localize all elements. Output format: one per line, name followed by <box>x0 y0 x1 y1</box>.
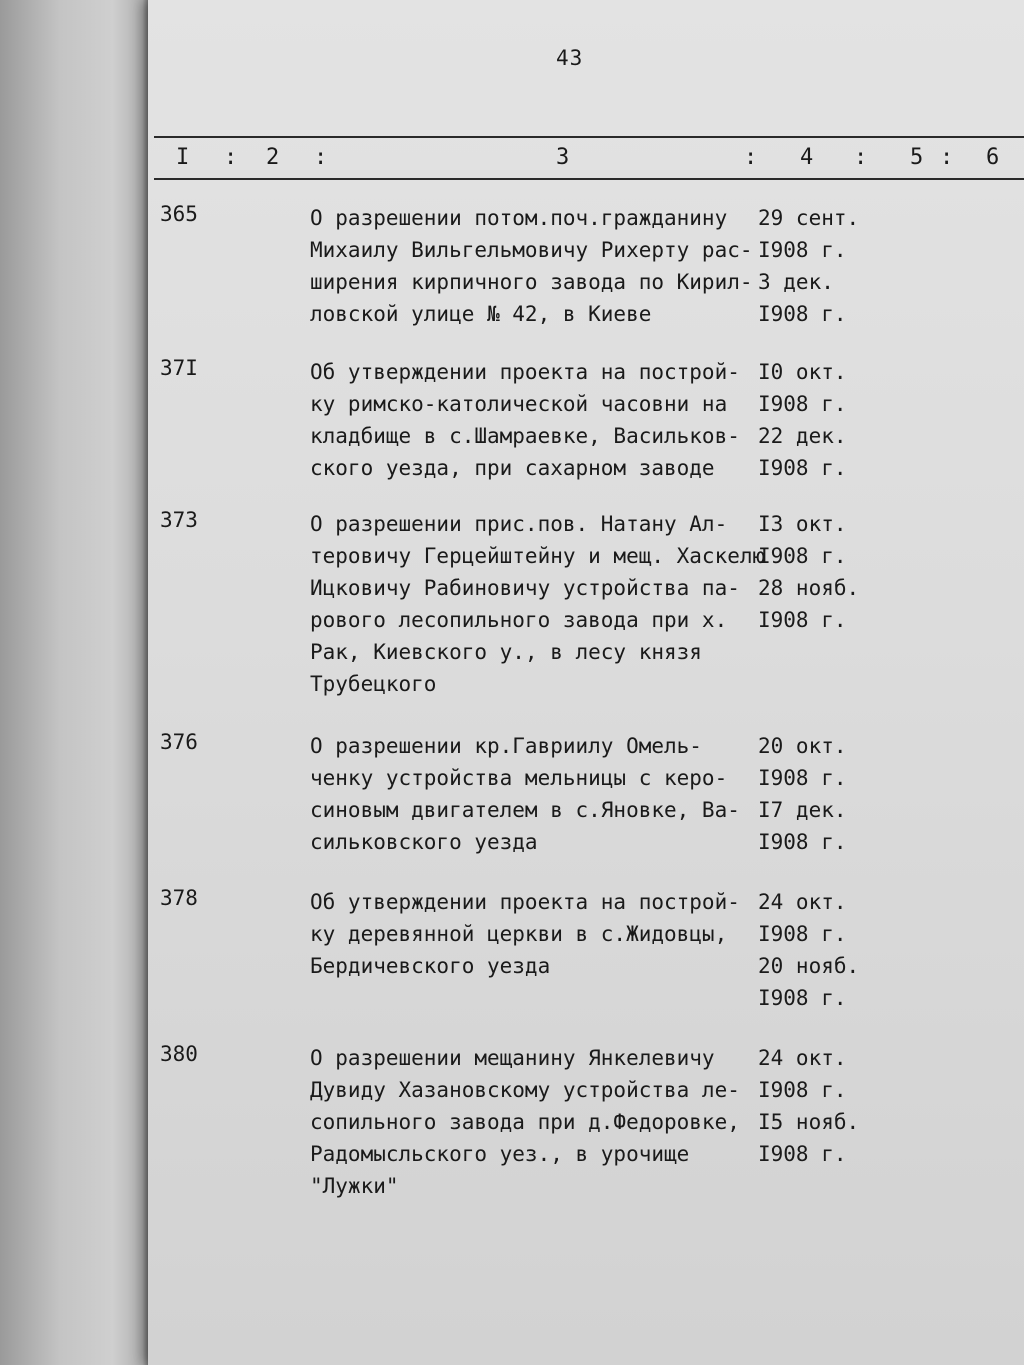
entry-dates: I3 окт. I908 г. 28 нояб. I908 г. <box>758 512 860 632</box>
column-header-separator: : <box>224 145 238 170</box>
column-header-2: 2 <box>266 145 280 170</box>
entry-description: О разрешении мещанину Янкелевичу Дувиду Хазановскому устройства ле- сопильного завода при д.Федоровке, Радомысльского уез., в урочище "Лужки" <box>310 1046 740 1198</box>
entry-dates: 29 сент. I908 г. 3 дек. I908 г. <box>758 206 860 326</box>
page-number: 43 <box>556 46 584 70</box>
column-header-separator: : <box>744 145 758 170</box>
previous-page-edge <box>0 0 150 1365</box>
entry-dates: 24 окт. I908 г. 20 нояб. I908 г. <box>758 890 860 1010</box>
column-header-separator: : <box>940 145 954 170</box>
entry-number: 376 <box>160 730 198 754</box>
column-header-separator: : <box>314 145 328 170</box>
column-header-6: 6 <box>986 145 1000 170</box>
entry-number: 373 <box>160 508 198 532</box>
document-page <box>148 0 1024 1365</box>
column-header-3: 3 <box>556 145 570 170</box>
column-header-1: I <box>176 145 190 170</box>
entry-number: 37I <box>160 356 198 380</box>
column-header-separator: : <box>854 145 868 170</box>
entry-dates: 24 окт. I908 г. I5 нояб. I908 г. <box>758 1046 860 1166</box>
entry-number: 365 <box>160 202 198 226</box>
entry-description: О разрешении кр.Гавриилу Омель- ченку устройства мельницы с керо- синовым двигателем в с.Яновке, Ва- сильковского уезда <box>310 734 740 854</box>
entry-description: О разрешении прис.пов. Натану Ал- теровичу Герцейштейну и мещ. Хаскелю Ицковичу Рабиновичу устройства па- рового лесопильного завода при х. Рак, Киевского у., в лесу князя Трубецкого <box>310 512 766 696</box>
entry-number: 380 <box>160 1042 198 1066</box>
entry-description: О разрешении потом.поч.гражданину Михаилу Вильгельмовичу Рихерту рас- ширения кирпичного завода по Кирил- ловской улице № 42, в Киеве <box>310 206 753 326</box>
column-header-5: 5 <box>910 145 924 170</box>
header-top-rule <box>154 136 1024 138</box>
entry-description: Об утверждении проекта на построй- ку римско-католической часовни на кладбище в с.Шамраевке, Васильков- ского уезда, при сахарном заводе <box>310 360 740 480</box>
entry-number: 378 <box>160 886 198 910</box>
header-bottom-rule <box>154 178 1024 180</box>
entry-dates: I0 окт. I908 г. 22 дек. I908 г. <box>758 360 847 480</box>
column-header-4: 4 <box>800 145 814 170</box>
entry-description: Об утверждении проекта на построй- ку деревянной церкви в с.Жидовцы, Бердичевского уезда <box>310 890 740 978</box>
entry-dates: 20 окт. I908 г. I7 дек. I908 г. <box>758 734 847 854</box>
